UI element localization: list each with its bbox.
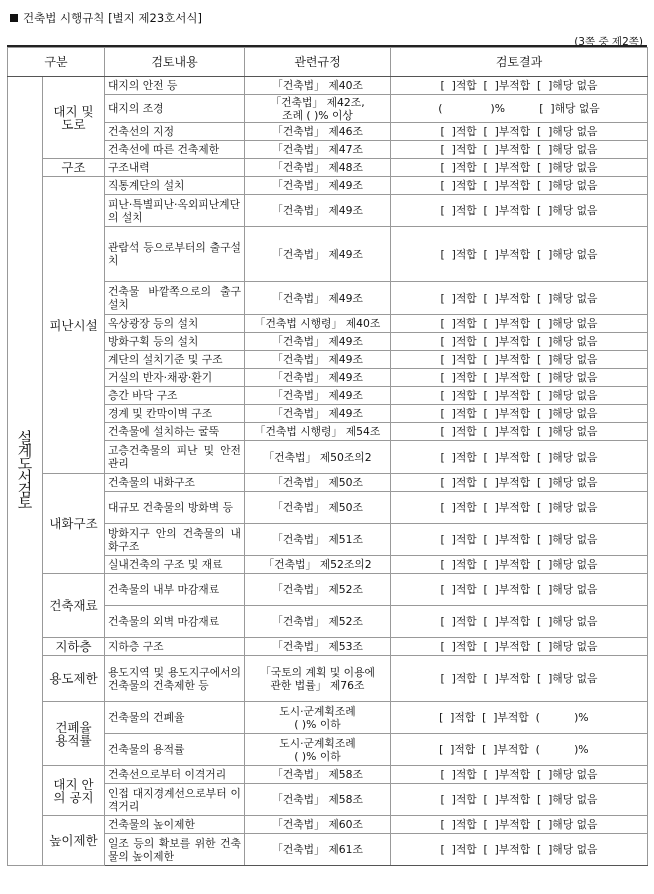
regulation-cell: 「건축법」 제50조의2	[245, 441, 391, 474]
regulation-cell: 도시·군계획조례 ( )% 이하	[245, 734, 391, 766]
result-checkboxes[interactable]: [ ]적합 [ ]부적합 [ ]해당 없음	[391, 315, 648, 333]
result-checkboxes[interactable]: [ ]적합 [ ]부적합 [ ]해당 없음	[391, 556, 648, 574]
result-checkboxes[interactable]: [ ]적합 [ ]부적합 ( )%	[391, 702, 648, 734]
regulation-cell: 도시·군계획조례 ( )% 이하	[245, 702, 391, 734]
review-table	[7, 47, 648, 866]
table-row	[8, 816, 648, 834]
regulation-cell: 「건축법」 제48조	[245, 159, 391, 177]
result-checkboxes[interactable]: [ ]적합 [ ]부적합 [ ]해당 없음	[391, 784, 648, 816]
result-checkboxes[interactable]: [ ]적합 [ ]부적합 [ ]해당 없음	[391, 474, 648, 492]
result-checkboxes[interactable]: [ ]적합 [ ]부적합 ( )%	[391, 734, 648, 766]
result-checkboxes[interactable]: [ ]적합 [ ]부적합 [ ]해당 없음	[391, 123, 648, 141]
review-item: 방화지구 안의 건축물의 내화구조	[105, 524, 245, 556]
category-cell: 내화구조	[43, 474, 105, 574]
form-title: 건축법 시행규칙 [별지 제23호서식]	[23, 11, 202, 25]
result-checkboxes[interactable]: [ ]적합 [ ]부적합 [ ]해당 없음	[391, 834, 648, 866]
result-checkboxes[interactable]: [ ]적합 [ ]부적합 [ ]해당 없음	[391, 656, 648, 702]
regulation-cell: 「건축법 시행령」 제40조	[245, 315, 391, 333]
regulation-cell: 「건축법」 제49조	[245, 227, 391, 282]
review-item: 대지의 안전 등	[105, 77, 245, 95]
category-cell: 높이제한	[43, 816, 105, 866]
category-cell: 건폐율 용적률	[43, 702, 105, 766]
review-item: 건축선에 따른 건축제한	[105, 141, 245, 159]
regulation-cell: 「건축법」 제42조, 조례 ( )% 이상	[245, 95, 391, 123]
regulation-cell: 「건축법」 제47조	[245, 141, 391, 159]
review-item: 실내건축의 구조 및 재료	[105, 556, 245, 574]
result-checkboxes[interactable]: [ ]적합 [ ]부적합 [ ]해당 없음	[391, 574, 648, 606]
regulation-cell: 「건축법」 제40조	[245, 77, 391, 95]
result-checkboxes[interactable]: [ ]적합 [ ]부적합 [ ]해당 없음	[391, 141, 648, 159]
result-checkboxes[interactable]: [ ]적합 [ ]부적합 [ ]해당 없음	[391, 524, 648, 556]
table-row	[8, 766, 648, 784]
regulation-cell: 「건축법」 제50조	[245, 492, 391, 524]
category-cell: 지하층	[43, 638, 105, 656]
category-cell: 구조	[43, 159, 105, 177]
regulation-cell: 「건축법」 제58조	[245, 766, 391, 784]
regulation-cell: 「건축법」 제49조	[245, 282, 391, 315]
result-checkboxes[interactable]: [ ]적합 [ ]부적합 [ ]해당 없음	[391, 77, 648, 95]
regulation-cell: 「건축법」 제49조	[245, 351, 391, 369]
review-item: 직통계단의 설치	[105, 177, 245, 195]
result-checkboxes[interactable]: [ ]적합 [ ]부적합 [ ]해당 없음	[391, 369, 648, 387]
result-checkboxes[interactable]: [ ]적합 [ ]부적합 [ ]해당 없음	[391, 351, 648, 369]
review-item: 건축물 바깥쪽으로의 출구 설치	[105, 282, 245, 315]
review-item: 경계 및 칸막이벽 구조	[105, 405, 245, 423]
category-cell: 대지 안 의 공지	[43, 766, 105, 816]
regulation-cell: 「건축법」 제52조	[245, 606, 391, 638]
review-item: 층간 바닥 구조	[105, 387, 245, 405]
review-item: 대지의 조경	[105, 95, 245, 123]
review-item: 방화구획 등의 설치	[105, 333, 245, 351]
column-header-regulation: 관련규정	[245, 48, 391, 77]
result-checkboxes[interactable]: [ ]적합 [ ]부적합 [ ]해당 없음	[391, 606, 648, 638]
result-checkboxes[interactable]: ( )% [ ]해당 없음	[391, 95, 648, 123]
result-checkboxes[interactable]: [ ]적합 [ ]부적합 [ ]해당 없음	[391, 492, 648, 524]
review-item: 지하층 구조	[105, 638, 245, 656]
review-item: 피난·특별피난·옥외피난계단의 설치	[105, 195, 245, 227]
review-item: 옥상광장 등의 설치	[105, 315, 245, 333]
review-item: 일조 등의 확보를 위한 건축물의 높이제한	[105, 834, 245, 866]
regulation-cell: 「건축법」 제61조	[245, 834, 391, 866]
review-item: 구조내력	[105, 159, 245, 177]
result-checkboxes[interactable]: [ ]적합 [ ]부적합 [ ]해당 없음	[391, 387, 648, 405]
column-header-content: 검토내용	[105, 48, 245, 77]
result-checkboxes[interactable]: [ ]적합 [ ]부적합 [ ]해당 없음	[391, 766, 648, 784]
table-row	[8, 574, 648, 606]
review-item: 건축선의 지정	[105, 123, 245, 141]
result-checkboxes[interactable]: [ ]적합 [ ]부적합 [ ]해당 없음	[391, 195, 648, 227]
regulation-cell: 「건축법 시행령」 제54조	[245, 423, 391, 441]
result-checkboxes[interactable]: [ ]적합 [ ]부적합 [ ]해당 없음	[391, 227, 648, 282]
category-cell: 건축재료	[43, 574, 105, 638]
review-item: 대규모 건축물의 방화벽 등	[105, 492, 245, 524]
main-category-label: 설계 도서 검토	[17, 429, 33, 512]
review-item: 건축물의 높이제한	[105, 816, 245, 834]
review-item: 계단의 설치기준 및 구조	[105, 351, 245, 369]
regulation-cell: 「건축법」 제53조	[245, 638, 391, 656]
result-checkboxes[interactable]: [ ]적합 [ ]부적합 [ ]해당 없음	[391, 159, 648, 177]
regulation-cell: 「건축법」 제49조	[245, 195, 391, 227]
regulation-cell: 「건축법」 제52조의2	[245, 556, 391, 574]
regulation-cell: 「건축법」 제49조	[245, 369, 391, 387]
table-row	[8, 159, 648, 177]
regulation-cell: 「건축법」 제60조	[245, 816, 391, 834]
result-checkboxes[interactable]: [ ]적합 [ ]부적합 [ ]해당 없음	[391, 177, 648, 195]
review-item: 건축물에 설치하는 굴뚝	[105, 423, 245, 441]
result-checkboxes[interactable]: [ ]적합 [ ]부적합 [ ]해당 없음	[391, 333, 648, 351]
regulation-cell: 「건축법」 제49조	[245, 177, 391, 195]
regulation-cell: 「건축법」 제49조	[245, 333, 391, 351]
regulation-cell: 「건축법」 제49조	[245, 387, 391, 405]
result-checkboxes[interactable]: [ ]적합 [ ]부적합 [ ]해당 없음	[391, 441, 648, 474]
table-row	[8, 177, 648, 195]
regulation-cell: 「건축법」 제51조	[245, 524, 391, 556]
review-item: 관람석 등으로부터의 출구설치	[105, 227, 245, 282]
category-cell: 피난시설	[43, 177, 105, 474]
category-cell: 용도제한	[43, 656, 105, 702]
page-indicator: (3쪽 중 제2쪽)	[574, 36, 643, 48]
review-item: 건축물의 건폐율	[105, 702, 245, 734]
review-item: 인접 대지경계선으로부터 이격거리	[105, 784, 245, 816]
table-row	[8, 77, 648, 95]
table-row	[8, 474, 648, 492]
column-header-category: 구분	[8, 48, 105, 77]
review-item: 고층건축물의 피난 및 안전관리	[105, 441, 245, 474]
review-item: 건축물의 내부 마감재료	[105, 574, 245, 606]
regulation-cell: 「건축법」 제49조	[245, 405, 391, 423]
review-item: 건축물의 용적률	[105, 734, 245, 766]
table-row	[8, 702, 648, 734]
category-cell: 대지 및 도로	[43, 77, 105, 159]
review-item: 건축물의 내화구조	[105, 474, 245, 492]
result-checkboxes[interactable]: [ ]적합 [ ]부적합 [ ]해당 없음	[391, 282, 648, 315]
main-category-cell	[8, 77, 43, 866]
regulation-cell: 「건축법」 제52조	[245, 574, 391, 606]
form-header	[10, 10, 202, 26]
review-item: 용도지역 및 용도지구에서의 건축물의 건축제한 등	[105, 656, 245, 702]
regulation-cell: 「국토의 계획 및 이용에 관한 법률」 제76조	[245, 656, 391, 702]
regulation-cell: 「건축법」 제46조	[245, 123, 391, 141]
result-checkboxes[interactable]: [ ]적합 [ ]부적합 [ ]해당 없음	[391, 638, 648, 656]
square-bullet-icon	[10, 14, 18, 22]
review-item: 거실의 반자·채광·환기	[105, 369, 245, 387]
result-checkboxes[interactable]: [ ]적합 [ ]부적합 [ ]해당 없음	[391, 816, 648, 834]
result-checkboxes[interactable]: [ ]적합 [ ]부적합 [ ]해당 없음	[391, 423, 648, 441]
header-row	[8, 48, 648, 77]
column-header-result: 검토결과	[391, 48, 648, 77]
regulation-cell: 「건축법」 제50조	[245, 474, 391, 492]
review-item: 건축선으로부터 이격거리	[105, 766, 245, 784]
regulation-cell: 「건축법」 제58조	[245, 784, 391, 816]
result-checkboxes[interactable]: [ ]적합 [ ]부적합 [ ]해당 없음	[391, 405, 648, 423]
table-row	[8, 656, 648, 702]
table-row	[8, 638, 648, 656]
review-item: 건축물의 외벽 마감재료	[105, 606, 245, 638]
